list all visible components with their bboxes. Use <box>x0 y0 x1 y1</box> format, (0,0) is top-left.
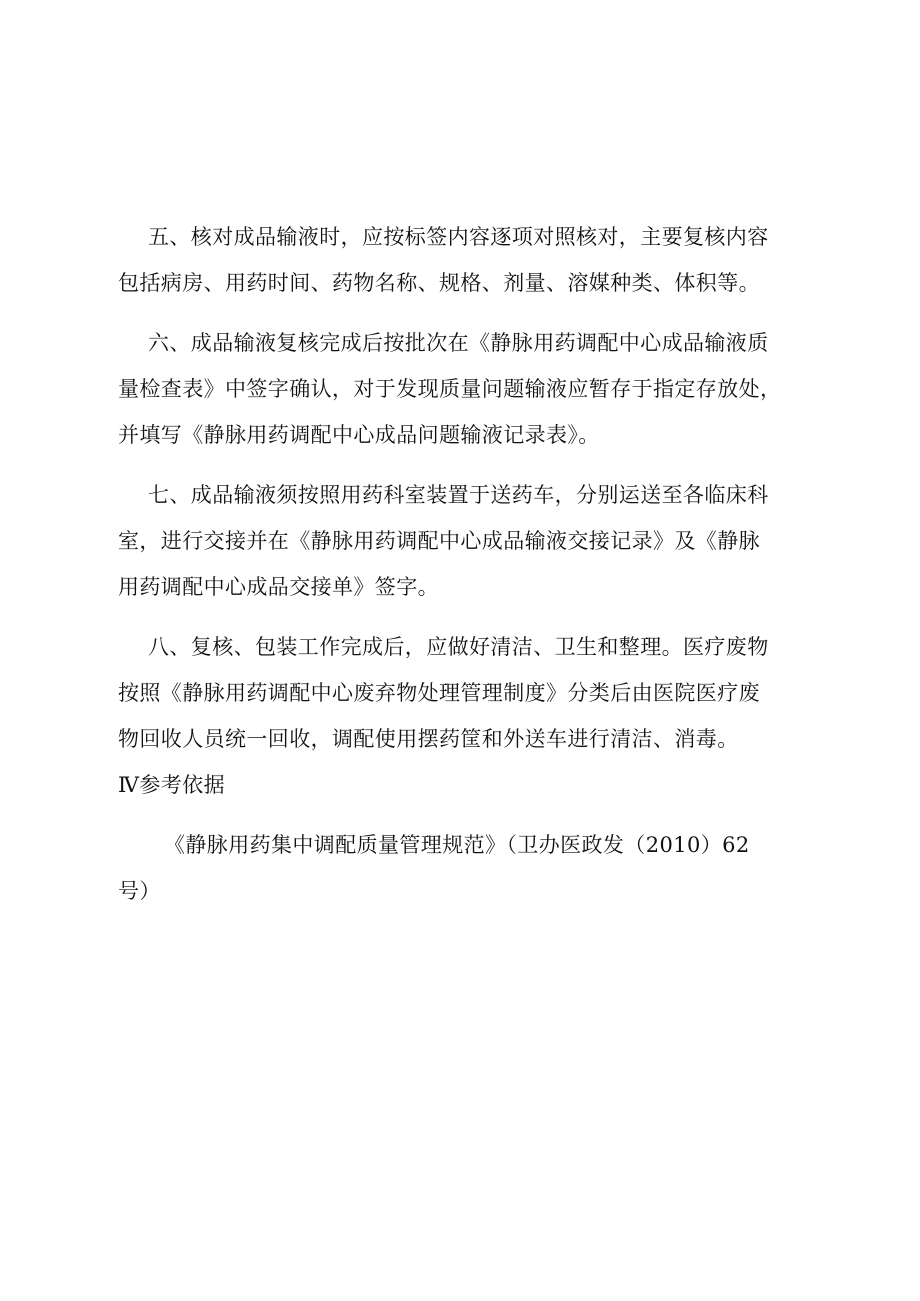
paragraph-spacer <box>118 610 830 624</box>
paragraph-line: 并填写《静脉用药调配中心成品问题输液记录表》。 <box>118 423 600 447</box>
reference-line: 号） <box>118 879 161 903</box>
document-body <box>118 214 830 914</box>
paragraph-7 <box>118 472 830 610</box>
paragraph-6 <box>118 320 830 458</box>
paragraph-line: 八、复核、包装工作完成后，应做好清洁、卫生和整理。医疗废物 <box>148 635 769 659</box>
paragraph-spacer <box>118 808 830 822</box>
paragraph-8 <box>118 624 830 762</box>
section-heading: Ⅳ参考依据 <box>118 773 225 797</box>
paragraph-5 <box>118 214 830 306</box>
paragraph-spacer <box>118 306 830 320</box>
paragraph-line: 五、核对成品输液时，应按标签内容逐项对照核对，主要复核内容 <box>148 225 769 249</box>
paragraph-line: 用药调配中心成品交接单》签字。 <box>118 575 439 599</box>
reference-line: 《静脉用药集中调配质量管理规范》（卫办医政发（2010）62 <box>164 833 750 857</box>
reference-paragraph <box>118 822 830 914</box>
paragraph-spacer <box>118 458 830 472</box>
paragraph-line: 七、成品输液须按照用药科室装置于送药车，分别运送至各临床科 <box>148 483 769 507</box>
paragraph-line: 物回收人员统一回收，调配使用摆药筐和外送车进行清洁、消毒。 <box>118 727 739 751</box>
paragraph-line: 包括病房、用药时间、药物名称、规格、剂量、溶媒种类、体积等。 <box>118 271 760 295</box>
paragraph-line: 室，进行交接并在《静脉用药调配中心成品输液交接记录》及《静脉 <box>118 529 760 553</box>
paragraph-line: 按照《静脉用药调配中心废弃物处理管理制度》分类后由医院医疗废 <box>118 681 760 705</box>
paragraph-line: 量检查表》中签字确认，对于发现质量问题输液应暂存于指定存放处， <box>118 377 782 401</box>
paragraph-line: 六、成品输液复核完成后按批次在《静脉用药调配中心成品输液质 <box>148 331 769 355</box>
